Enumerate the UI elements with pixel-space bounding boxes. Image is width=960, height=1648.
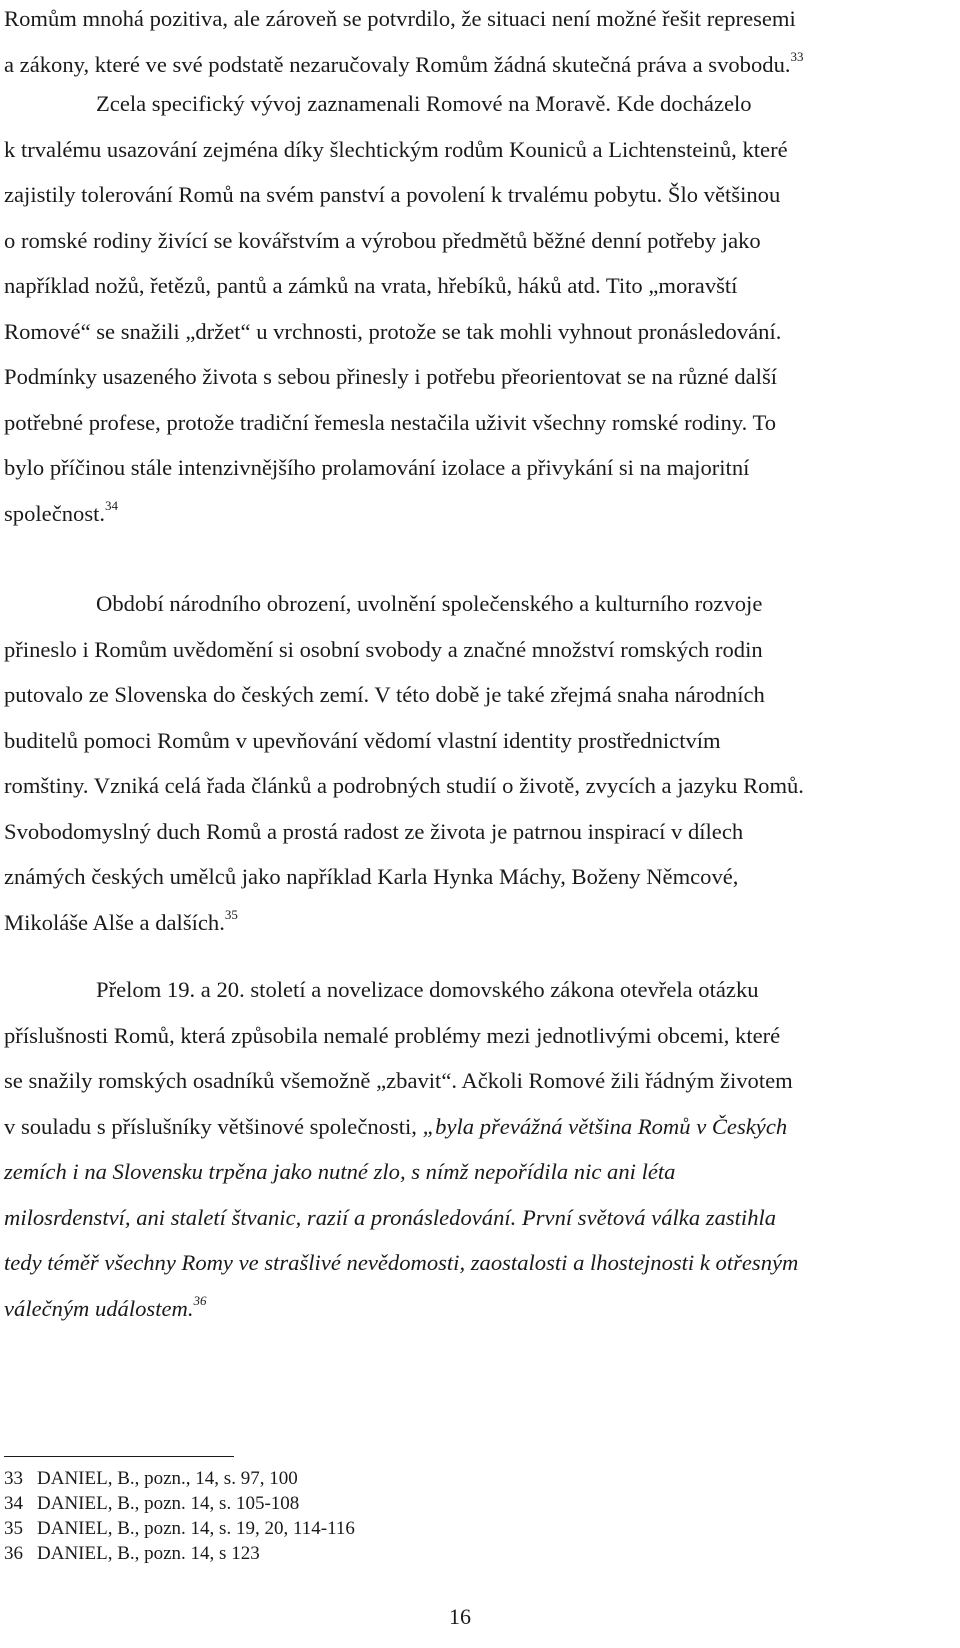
text-line: například nožů, řetězů, pantů a zámků na vrata, hřebíků, háků atd. Tito „moravští bbox=[4, 273, 738, 298]
footnote bbox=[4, 1541, 355, 1566]
paragraph-4 bbox=[4, 967, 798, 1331]
footnotes bbox=[4, 1466, 355, 1566]
footnote-text: DANIEL, B., pozn. 14, s. 105-108 bbox=[37, 1493, 300, 1514]
quote-line: tedy téměř všechny Romy ve strašlivé nevědomosti, zaostalosti a lhostejnosti k otřesným bbox=[4, 1250, 799, 1275]
text-line: putovalo ze Slovenska do českých zemí. V této době je také zřejmá snaha národních bbox=[4, 682, 765, 707]
text-line: se snažily romských osadníků všemožně „zbavit“. Ačkoli Romové žili řádným životem bbox=[4, 1068, 793, 1093]
footnote-ref: 36 bbox=[193, 1292, 207, 1308]
footnote bbox=[4, 1516, 355, 1541]
text-line: bylo příčinou stále intenzivnějšího prolamování izolace a přivykání si na majoritní bbox=[4, 455, 750, 480]
text-line: buditelů pomoci Romům v upevňování vědomí vlastní identity prostřednictvím bbox=[4, 727, 721, 753]
quote-line: zemích i na Slovensku trpěna jako nutné zlo, s nímž nepořídila nic ani léta bbox=[4, 1159, 676, 1184]
text-line: Zcela specifický vývoj zaznamenali Romové na Moravě. Kde docházelo bbox=[96, 91, 752, 116]
paragraph-3 bbox=[4, 581, 804, 945]
page-number: 16 bbox=[449, 1604, 471, 1629]
footnote bbox=[4, 1466, 355, 1491]
text-line: příslušnosti Romů, která způsobila nemalé problémy mezi jednotlivými obcemi, které bbox=[4, 1022, 781, 1048]
footnote-text: DANIEL, B., pozn. 14, s. 19, 20, 114-116 bbox=[37, 1518, 355, 1539]
text-line: o romské rodiny živící se kovářstvím a výrobou předmětů běžné denní potřeby jako bbox=[4, 227, 761, 253]
text-line: Romům mnohá pozitiva, ale zároveň se potvrdilo, že situaci není možné řešit represemi bbox=[4, 6, 796, 31]
text-line: a zákony, které ve své podstatě nezaručovaly Romům žádná skutečná práva a svobodu.$^{33}$ bbox=[4, 48, 804, 77]
text-line: přineslo i Romům uvědomění si osobní svobody a značné množství romských rodin bbox=[4, 636, 763, 662]
quote-line: válečným událostem.$^{36}$ bbox=[4, 1292, 207, 1321]
footnote-ref: 34 bbox=[105, 497, 119, 513]
paragraph-2 bbox=[4, 81, 788, 536]
text-line: Mikoláše Alše a dalších.$^{35}$ bbox=[4, 906, 238, 935]
footnote-number: 34 bbox=[4, 1493, 23, 1514]
footnote-ref: 33 bbox=[790, 48, 804, 64]
text-line: Svobodomyslný duch Romů a prostá radost ze života je patrnou inspirací v dílech bbox=[4, 818, 744, 844]
footnote-ref: 35 bbox=[224, 906, 238, 922]
text-line: známých českých umělců jako například Karla Hynka Máchy, Boženy Němcové, bbox=[4, 864, 739, 889]
paragraph-1 bbox=[4, 0, 804, 87]
text-line: potřebné profese, protože tradiční řemesla nestačila uživit všechny romské rodiny. To bbox=[4, 409, 776, 435]
quote-line: milosrdenství, ani staletí štvanic, razií a pronásledování. První světová válka zastihla bbox=[4, 1204, 777, 1230]
text-line: Přelom 19. a 20. století a novelizace domovského zákona otevřela otázku bbox=[96, 977, 759, 1002]
text-line: Podmínky usazeného života s sebou přinesly i potřebu přeorientovat se na různé další bbox=[4, 364, 778, 389]
footnote-text: DANIEL, B., pozn., 14, s. 97, 100 bbox=[37, 1468, 298, 1489]
quote-text: „byla převážná většina Romů v Českých bbox=[422, 1113, 788, 1139]
footnote-text: DANIEL, B., pozn. 14, s 123 bbox=[37, 1543, 260, 1564]
footnote-number: 33 bbox=[4, 1468, 23, 1489]
text-line: romštiny. Vzniká celá řada článků a podrobných studií o životě, zvycích a jazyku Romů. bbox=[4, 773, 804, 798]
footnote-number: 36 bbox=[4, 1543, 23, 1564]
text-line: Romové“ se snažili „držet“ u vrchnosti, protože se tak mohli vyhnout pronásledování. bbox=[4, 318, 782, 344]
footnote-number: 35 bbox=[4, 1518, 23, 1539]
text-line: v souladu s příslušníky většinové společnosti, „byla převážná většina Romů v Českých bbox=[4, 1113, 788, 1139]
footnote-separator bbox=[4, 1456, 234, 1457]
text-line: společnost.$^{34}$ bbox=[4, 497, 119, 526]
text-line: Období národního obrození, uvolnění společenského a kulturního rozvoje bbox=[96, 591, 763, 616]
footnote bbox=[4, 1491, 355, 1516]
text-line: zajistily tolerování Romů na svém panství a povolení k trvalému pobytu. Šlo většinou bbox=[4, 182, 781, 207]
text-line: k trvalému usazování zejména díky šlechtickým rodům Kouniců a Lichtensteinů, které bbox=[4, 136, 788, 162]
